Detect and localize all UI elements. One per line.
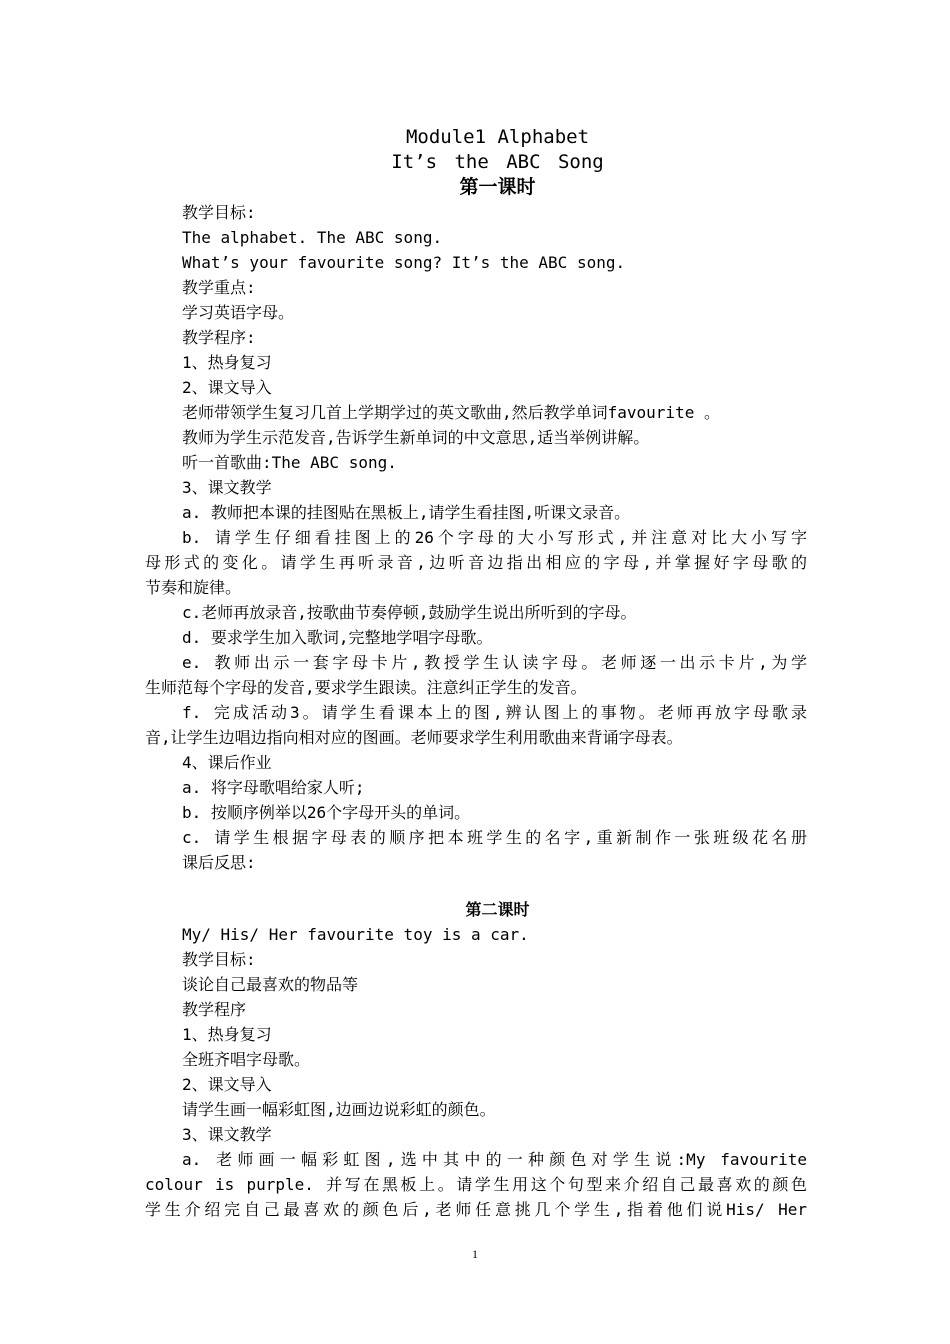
paragraph-line: 教师为学生示范发音,告诉学生新单词的中文意思,适当举例讲解。 bbox=[182, 428, 650, 447]
lesson1-heading: 第一课时 bbox=[459, 176, 536, 198]
lesson2-goal: 谈论自己最喜欢的物品等 bbox=[182, 975, 359, 994]
paragraph-line: 节奏和旋律。 bbox=[145, 578, 242, 597]
lesson2-target: My/ His/ Her favourite toy is a car. bbox=[182, 925, 529, 944]
paragraph-line: colour is purple. 并写在黑板上。请学生用这个句型来介绍自己最喜欢的颜色 bbox=[145, 1175, 807, 1194]
reflection-label: 课后反思: bbox=[182, 853, 256, 872]
homework-item: a. 将字母歌唱给家人听; bbox=[182, 778, 365, 797]
step-item-c: c.老师再放录音,按歌曲节奏停顿,鼓励学生说出所听到的字母。 bbox=[182, 603, 637, 622]
paragraph-line: 老师带领学生复习几首上学期学过的英文歌曲,然后教学单词favourite 。 bbox=[182, 403, 720, 422]
step-item-a: a. 教师把本课的挂图贴在黑板上,请学生看挂图,听课文录音。 bbox=[182, 503, 631, 522]
lesson1-goal-line: What’s your favourite song? It’s the ABC song. bbox=[182, 253, 626, 272]
paragraph-line: 请学生画一幅彩虹图,边画边说彩虹的颜色。 bbox=[182, 1100, 496, 1119]
step-heading: 4、课后作业 bbox=[182, 753, 272, 772]
unit-title: It’s the ABC Song bbox=[391, 151, 604, 173]
homework-item: b. 按顺序例举以26个字母开头的单词。 bbox=[182, 803, 471, 822]
step-heading: 3、课文教学 bbox=[182, 1125, 272, 1144]
lesson1-procedure-label: 教学程序: bbox=[182, 328, 256, 347]
paragraph-line: 学生介绍完自己最喜欢的颜色后,老师任意挑几个学生,指着他们说His/ Her bbox=[145, 1200, 807, 1219]
lesson1-goal-label: 教学目标: bbox=[182, 203, 256, 222]
lesson1-focus-label: 教学重点: bbox=[182, 278, 256, 297]
paragraph-line: 全班齐唱字母歌。 bbox=[182, 1050, 311, 1069]
paragraph-line: 音,让学生边唱边指向相对应的图画。老师要求学生利用歌曲来背诵字母表。 bbox=[145, 728, 683, 747]
step-item-d: d. 要求学生加入歌词,完整地学唱字母歌。 bbox=[182, 628, 493, 647]
step-item-f: f. 完成活动3。请学生看课本上的图,辨认图上的事物。老师再放字母歌录 bbox=[182, 703, 807, 722]
step-item-a: a. 老师画一幅彩虹图,选中其中的一种颜色对学生说:My favourite bbox=[182, 1150, 807, 1169]
paragraph-line: 听一首歌曲:The ABC song. bbox=[182, 453, 397, 472]
step-heading: 2、课文导入 bbox=[182, 1075, 272, 1094]
step-heading: 3、课文教学 bbox=[182, 478, 272, 497]
lesson2-goal-label: 教学目标: bbox=[182, 950, 256, 969]
lesson2-procedure-label: 教学程序 bbox=[182, 1000, 247, 1019]
lesson1-goal-line: The alphabet. The ABC song. bbox=[182, 228, 443, 247]
step-heading: 1、热身复习 bbox=[182, 1025, 272, 1044]
lesson2-heading: 第二课时 bbox=[465, 900, 530, 919]
step-heading: 1、热身复习 bbox=[182, 353, 272, 372]
paragraph-line: 母形式的变化。请学生再听录音,边听音边指出相应的字母,并掌握好字母歌的 bbox=[145, 553, 807, 572]
paragraph-line: 生师范每个字母的发音,要求学生跟读。注意纠正学生的发音。 bbox=[145, 678, 587, 697]
step-item-e: e. 教师出示一套字母卡片,教授学生认读字母。老师逐一出示卡片,为学 bbox=[182, 653, 807, 672]
lesson1-focus: 学习英语字母。 bbox=[182, 303, 295, 322]
step-heading: 2、课文导入 bbox=[182, 378, 272, 397]
module-title: Module1 Alphabet bbox=[405, 126, 590, 148]
step-item-b: b. 请学生仔细看挂图上的26个字母的大小写形式,并注意对比大小写字 bbox=[182, 528, 807, 547]
page-number: 1 bbox=[472, 1247, 478, 1261]
homework-item: c. 请学生根据字母表的顺序把本班学生的名字,重新制作一张班级花名册 bbox=[182, 828, 807, 847]
